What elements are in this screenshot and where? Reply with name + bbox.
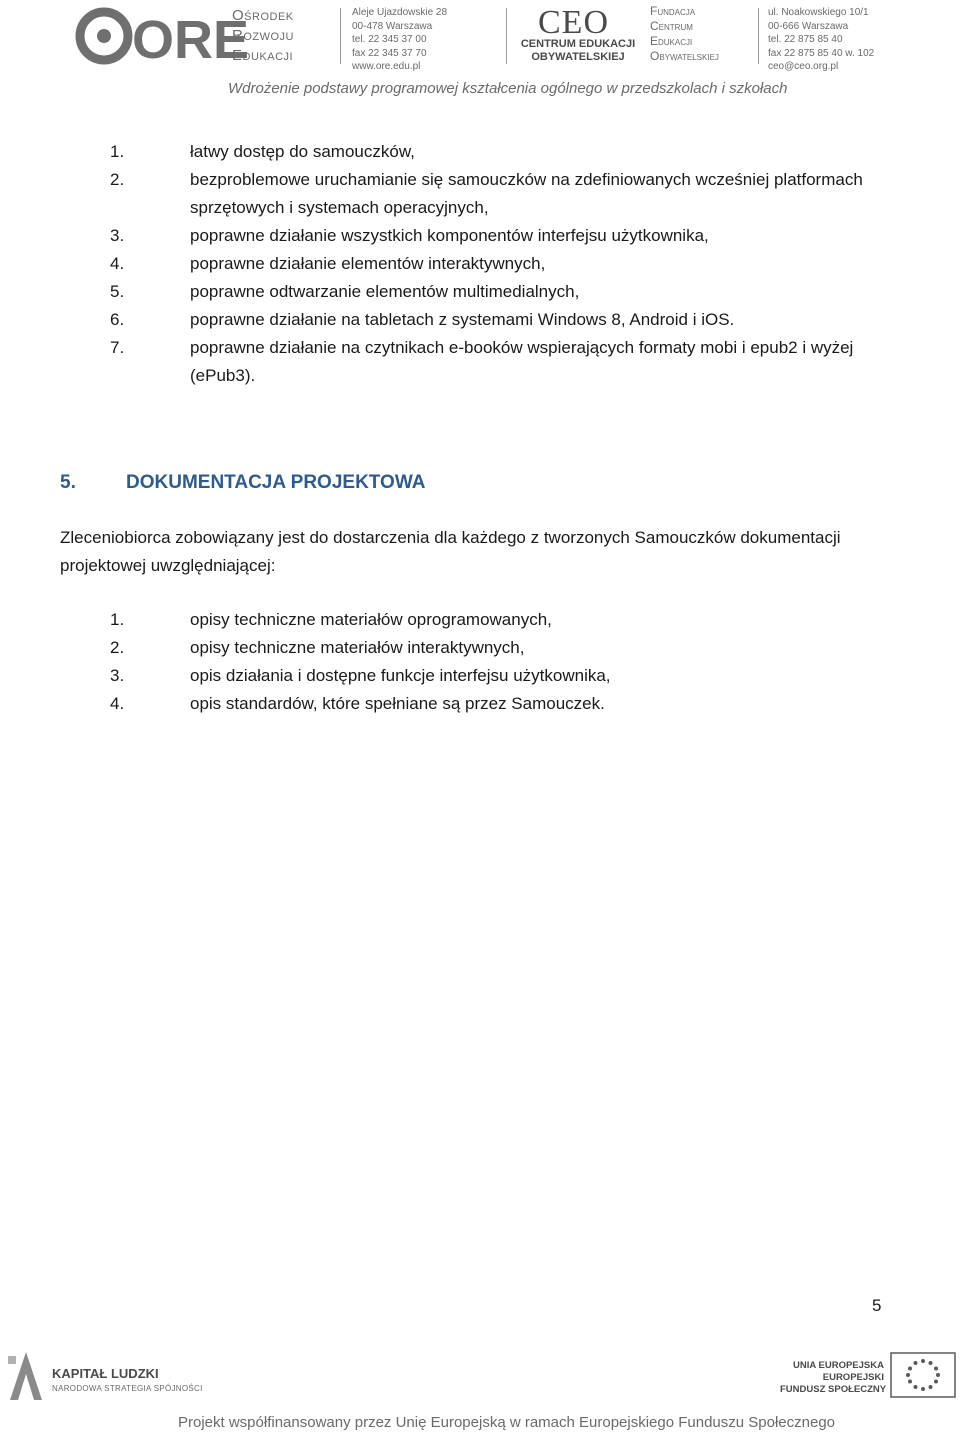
list-text: opisy techniczne materiałów oprogramowanych, — [190, 610, 552, 629]
section-heading — [60, 472, 425, 494]
ore-logo — [76, 6, 250, 70]
list-number: 1. — [110, 610, 125, 629]
ceo-sub-line: OBYWATELSKIEJ — [531, 51, 625, 63]
list-item — [110, 690, 870, 718]
ceo-logo-subtitle — [518, 38, 638, 64]
header-divider — [506, 8, 507, 64]
address-line: 00-478 Warszawa — [352, 20, 433, 32]
list-item — [110, 606, 870, 634]
list-number: 1. — [110, 142, 125, 161]
ore-name-line: Rozwoju — [232, 27, 294, 44]
requirements-list — [110, 138, 870, 390]
list-text: poprawne działanie na czytnikach e-booków wspierających formaty mobi i epub2 i wyżej (ePub3). — [190, 338, 854, 385]
kapital-ludzki-logo — [6, 1348, 46, 1404]
address-line: tel. 22 345 37 00 — [352, 34, 427, 45]
address-line: Aleje Ujazdowskie 28 — [352, 7, 448, 18]
eu-line: UNIA EUROPEJSKA — [793, 1360, 884, 1371]
list-number: 4. — [110, 694, 125, 713]
documentation-list — [110, 606, 870, 718]
cofinancing-statement: Projekt współfinansowany przez Unię Europejską w ramach Europejskiego Funduszu Społecznego — [178, 1414, 836, 1431]
eu-fund-text — [780, 1360, 887, 1396]
list-text: bezproblemowe uruchamianie się samouczków na zdefiniowanych wcześniej platformach sprzętowych i systemach operacyjnych, — [190, 170, 863, 217]
list-text: opis działania i dostępne funkcje interfejsu użytkownika, — [190, 666, 611, 685]
header-tagline: Wdrożenie podstawy programowej kształcenia ogólnego w przedszkolach i szkołach — [228, 80, 788, 97]
header-divider — [758, 8, 759, 64]
eu-flag-icon — [890, 1352, 956, 1398]
list-number: 2. — [110, 170, 125, 189]
list-text: opisy techniczne materiałów interaktywnych, — [190, 638, 525, 657]
list-item — [110, 634, 870, 662]
list-text: opis standardów, które spełniane są przez Samouczek. — [190, 694, 605, 713]
list-text: łatwy dostęp do samouczków, — [190, 142, 415, 161]
section-number: 5. — [60, 472, 76, 493]
eu-line: FUNDUSZ SPOŁECZNY — [780, 1384, 887, 1395]
section-title: DOKUMENTACJA PROJEKTOWA — [126, 472, 426, 493]
ceo-sub-line: CENTRUM EDUKACJI — [520, 38, 636, 50]
fund-name — [650, 4, 719, 64]
page-number: 5 — [872, 1296, 882, 1315]
list-number: 3. — [110, 666, 125, 685]
list-item — [110, 278, 870, 306]
list-number: 5. — [110, 282, 125, 301]
ore-name — [232, 6, 294, 66]
ore-address — [352, 6, 447, 74]
list-item — [110, 662, 870, 690]
header-divider — [340, 8, 341, 64]
list-text: poprawne działanie na tabletach z systemami Windows 8, Android i iOS. — [190, 310, 735, 329]
fund-name-line: Fundacja — [650, 4, 696, 18]
list-item — [110, 166, 870, 222]
eu-line: EUROPEJSKI — [822, 1372, 884, 1383]
list-item — [110, 138, 870, 166]
ore-mark: ORE — [132, 10, 250, 70]
fund-name-line: Edukacji — [650, 34, 693, 48]
list-number: 2. — [110, 638, 125, 657]
ore-name-line: Edukacji — [232, 47, 294, 64]
kapital-ludzki-title: KAPITAŁ LUDZKI — [52, 1366, 159, 1381]
page-header — [0, 0, 960, 108]
fund-address — [768, 6, 874, 74]
address-line: www.ore.edu.pl — [352, 61, 421, 72]
list-item — [110, 306, 870, 334]
list-item — [110, 222, 870, 250]
fund-name-line: Centrum — [650, 19, 693, 33]
address-line: fax 22 345 37 70 — [352, 47, 427, 59]
kapital-ludzki-subtitle: NARODOWA STRATEGIA SPÓJNOŚCI — [52, 1384, 203, 1393]
section-paragraph: Zleceniobiorca zobowiązany jest do dostarczenia dla każdego z tworzonych Samouczków dokumentacji projektowej uwzględniającej: — [60, 528, 841, 575]
list-item — [110, 334, 870, 390]
list-number: 4. — [110, 254, 125, 273]
list-text: poprawne działanie wszystkich komponentów interfejsu użytkownika, — [190, 226, 709, 245]
fund-name-line: Obywatelskiej — [650, 49, 719, 63]
list-number: 7. — [110, 338, 125, 357]
address-line: ceo@ceo.org.pl — [768, 61, 839, 72]
list-text: poprawne odtwarzanie elementów multimedialnych, — [190, 282, 580, 301]
address-line: tel. 22 875 85 40 — [768, 34, 843, 45]
list-item — [110, 250, 870, 278]
address-line: ul. Noakowskiego 10/1 — [768, 7, 869, 18]
list-number: 3. — [110, 226, 125, 245]
ceo-logo-mark: CEO — [538, 4, 609, 41]
list-text: poprawne działanie elementów interaktywnych, — [190, 254, 546, 273]
address-line: 00-666 Warszawa — [768, 20, 849, 32]
address-line: fax 22 875 85 40 w. 102 — [768, 47, 875, 59]
ore-name-line: Ośrodek — [232, 7, 294, 24]
list-number: 6. — [110, 310, 125, 329]
